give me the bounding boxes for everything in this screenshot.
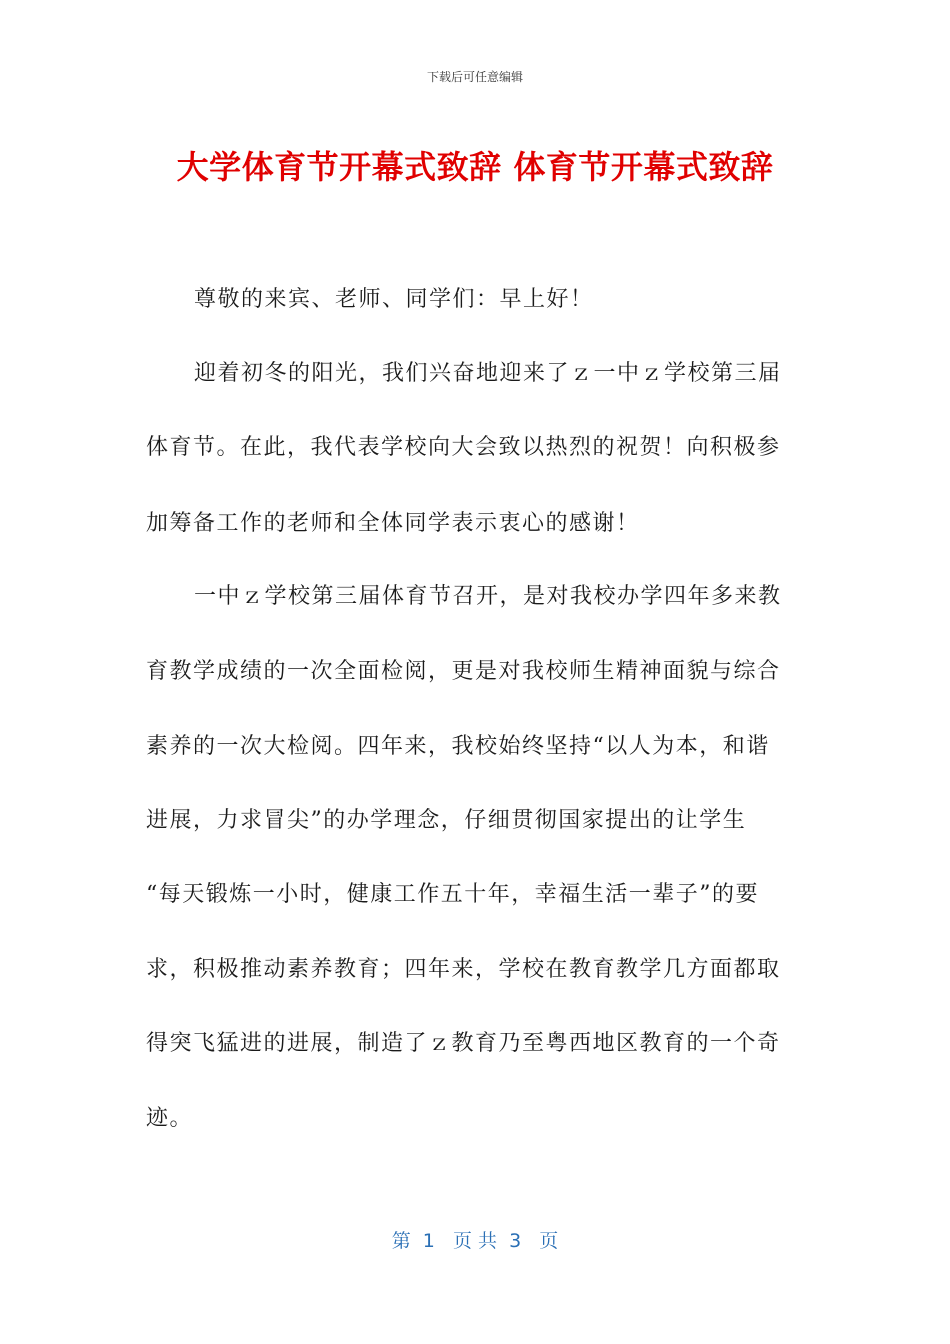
document-title: 大学体育节开幕式致辞 体育节开幕式致辞 — [176, 148, 774, 186]
paragraph-line: 育教学成绩的一次全面检阅，更是对我校师生精神面貌与综合 — [146, 659, 781, 684]
paragraph-line: 进展，力求冒尖”的办学理念，仔细贯彻国家提出的让学生 — [146, 808, 747, 833]
paragraph-line: 尊敬的来宾、老师、同学们：早上好！ — [194, 287, 594, 312]
paragraph-line: 体育节。在此，我代表学校向大会致以热烈的祝贺！向积极参 — [146, 435, 781, 460]
paragraph-line: 一中ｚ学校第三届体育节召开，是对我校办学四年多来教 — [194, 584, 782, 609]
paragraph-line: 求，积极推动素养教育；四年来，学校在教育教学几方面都取 — [146, 957, 781, 982]
paragraph-line: 得突飞猛进的进展，制造了ｚ教育乃至粤西地区教育的一个奇 — [146, 1031, 781, 1056]
page-number-footer: 第 1 页 共 3 页 — [391, 1230, 559, 1252]
paragraph-line: 加筹备工作的老师和全体同学表示衷心的感谢！ — [146, 511, 640, 536]
header-note: 下载后可任意编辑 — [426, 70, 523, 84]
paragraph-line: 迎着初冬的阳光，我们兴奋地迎来了ｚ一中ｚ学校第三届 — [194, 361, 782, 386]
paragraph-line: 迹。 — [146, 1106, 194, 1131]
paragraph-line: 素养的一次大检阅。四年来，我校始终坚持“以人为本，和谐 — [146, 734, 770, 759]
paragraph-line: “每天锻炼一小时，健康工作五十年，幸福生活一辈子”的要 — [146, 882, 759, 907]
